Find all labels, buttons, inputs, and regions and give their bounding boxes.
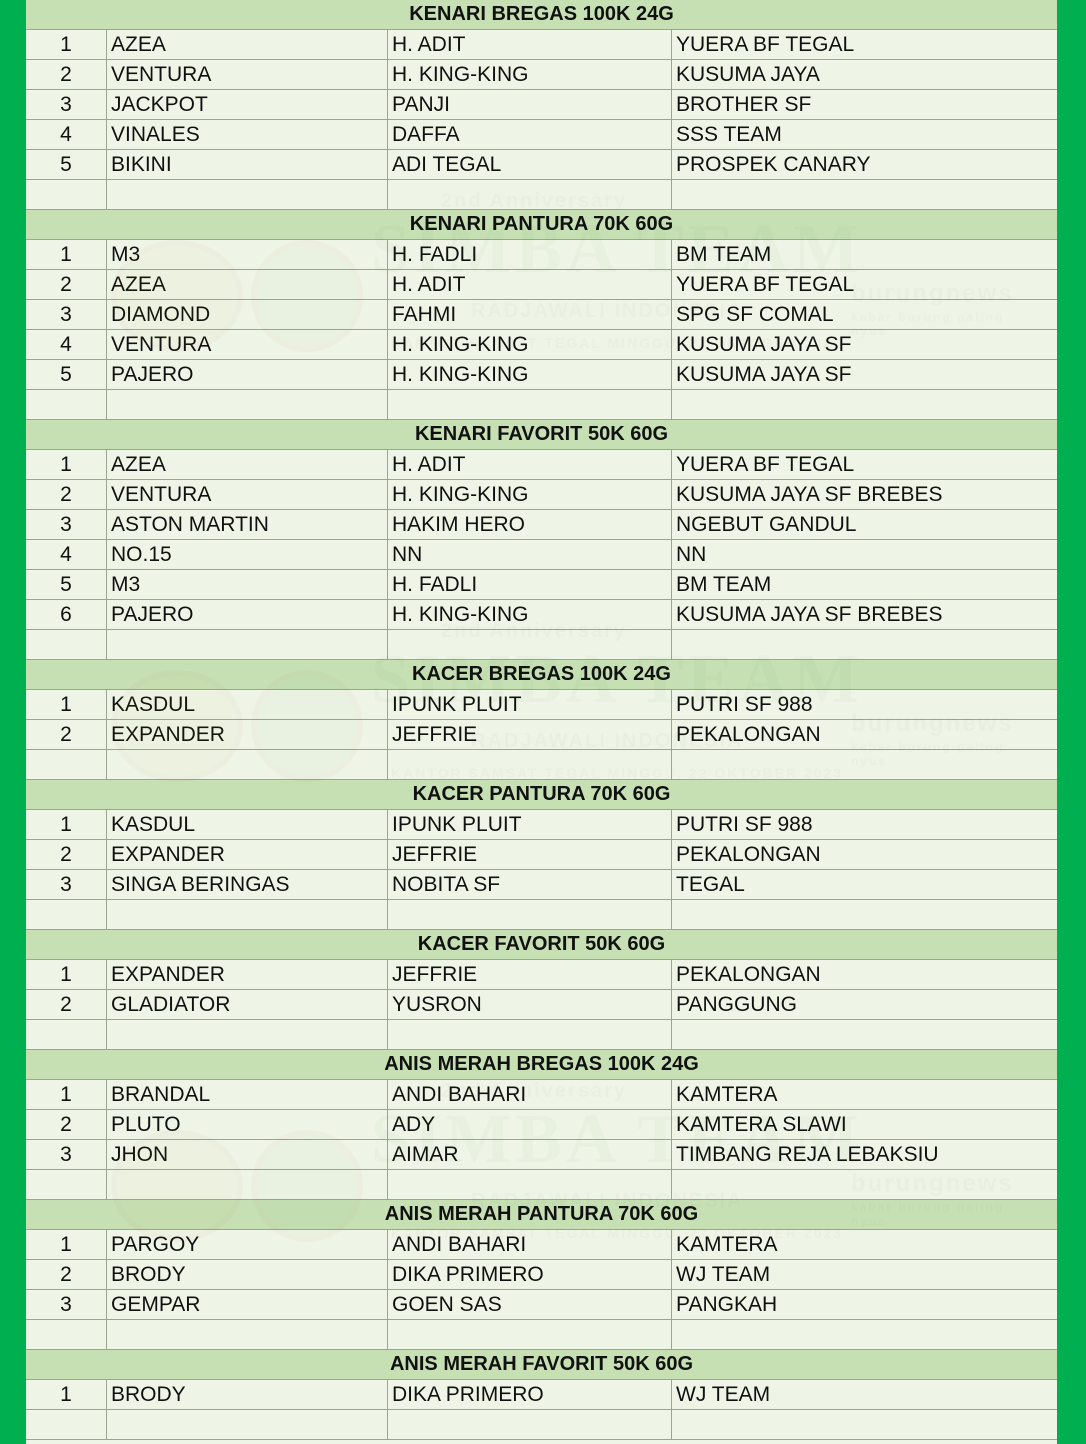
owner-cell: H. KING-KING: [388, 480, 672, 509]
owner-cell: H. FADLI: [388, 570, 672, 599]
owner-cell: H. ADIT: [388, 450, 672, 479]
rank-cell: 3: [26, 510, 107, 539]
table-row: [26, 360, 1057, 390]
owner-cell: PANJI: [388, 90, 672, 119]
team-cell: YUERA BF TEGAL: [676, 452, 855, 476]
bird-name-cell: M3: [107, 240, 388, 269]
owner-cell: ADI TEGAL: [388, 150, 672, 179]
team-cell: [672, 180, 1057, 209]
bird-name-cell: KASDUL: [107, 690, 388, 719]
table-row: [26, 990, 1057, 1020]
team-cell: WJ TEAM: [676, 1262, 771, 1286]
owner-cell: DAFFA: [388, 120, 672, 149]
team-cell: PEKALONGAN: [676, 722, 821, 746]
table-row: [26, 300, 1057, 330]
bird-name-cell: [107, 630, 388, 659]
rank-cell: 2: [26, 1110, 107, 1139]
bird-name-cell: JHON: [107, 1140, 388, 1169]
owner-cell: NN: [388, 540, 672, 569]
owner-cell: HAKIM HERO: [388, 510, 672, 539]
table-row: [26, 450, 1057, 480]
bird-name-cell: PAJERO: [107, 360, 388, 389]
bird-name-cell: BIKINI: [107, 150, 388, 179]
team-cell: [672, 390, 1057, 419]
rank-cell: 3: [26, 1290, 107, 1319]
section-title: KACER BREGAS 100K 24G: [26, 660, 1057, 690]
bird-name-cell: ASTON MARTIN: [107, 510, 388, 539]
team-cell: [672, 1020, 1057, 1049]
team-cell: BROTHER SF: [676, 92, 812, 116]
bird-name-cell: BRANDAL: [107, 1080, 388, 1109]
rank-cell: 1: [26, 960, 107, 989]
rank-cell: 2: [26, 480, 107, 509]
bird-name-cell: VENTURA: [107, 480, 388, 509]
team-cell: PEKALONGAN: [676, 962, 821, 986]
table-row: [26, 1170, 1057, 1200]
bird-name-cell: EXPANDER: [107, 720, 388, 749]
rank-cell: [26, 390, 107, 419]
table-row: [26, 870, 1057, 900]
table-row: [26, 1080, 1057, 1110]
rank-cell: 3: [26, 300, 107, 329]
table-row: [26, 720, 1057, 750]
owner-cell: H. ADIT: [388, 30, 672, 59]
table-row: [26, 1020, 1057, 1050]
rank-cell: 2: [26, 720, 107, 749]
section-title: KENARI BREGAS 100K 24G: [26, 0, 1057, 30]
team-cell: YUERA BF TEGAL: [676, 272, 855, 296]
table-row: [26, 30, 1057, 60]
bird-name-cell: GLADIATOR: [107, 990, 388, 1019]
table-row: [26, 120, 1057, 150]
table-row: [26, 960, 1057, 990]
team-cell: TIMBANG REJA LEBAKSIU: [676, 1142, 939, 1166]
rank-cell: 1: [26, 450, 107, 479]
owner-cell: GOEN SAS: [388, 1290, 672, 1319]
bird-name-cell: EXPANDER: [107, 840, 388, 869]
team-cell: KAMTERA SLAWI: [676, 1112, 847, 1136]
bird-name-cell: SINGA BERINGAS: [107, 870, 388, 899]
owner-cell: [388, 390, 672, 419]
owner-cell: [388, 900, 672, 929]
owner-cell: JEFFRIE: [388, 960, 672, 989]
table-row: [26, 570, 1057, 600]
section-title: ANIS MERAH BREGAS 100K 24G: [26, 1050, 1057, 1080]
rank-cell: 5: [26, 150, 107, 179]
rank-cell: [26, 180, 107, 209]
table-row: [26, 840, 1057, 870]
rank-cell: 1: [26, 240, 107, 269]
rank-cell: 5: [26, 360, 107, 389]
team-cell: KAMTERA: [676, 1082, 778, 1106]
bird-name-cell: PARGOY: [107, 1230, 388, 1259]
team-cell: KAMTERA: [676, 1232, 778, 1256]
results-sheet: [26, 0, 1057, 1444]
rank-cell: [26, 1410, 107, 1439]
team-cell: PANGGUNG: [676, 992, 797, 1016]
rank-cell: 2: [26, 270, 107, 299]
owner-cell: [388, 1410, 672, 1439]
team-cell: PEKALONGAN: [676, 842, 821, 866]
team-cell: PUTRI SF 988: [676, 812, 813, 836]
owner-cell: DIKA PRIMERO: [388, 1380, 672, 1409]
team-cell: [672, 630, 1057, 659]
table-row: [26, 270, 1057, 300]
team-cell: NGEBUT GANDUL: [676, 512, 857, 536]
owner-cell: AIMAR: [388, 1140, 672, 1169]
rank-cell: 1: [26, 690, 107, 719]
team-cell: [672, 1320, 1057, 1349]
rank-cell: 4: [26, 120, 107, 149]
team-cell: [672, 1410, 1057, 1439]
bird-name-cell: VENTURA: [107, 60, 388, 89]
owner-cell: JEFFRIE: [388, 720, 672, 749]
table-row: [26, 330, 1057, 360]
team-cell: PANGKAH: [676, 1292, 778, 1316]
bird-name-cell: EXPANDER: [107, 960, 388, 989]
table-row: [26, 60, 1057, 90]
rank-cell: [26, 630, 107, 659]
rank-cell: [26, 1020, 107, 1049]
rank-cell: 2: [26, 1260, 107, 1289]
team-cell: KUSUMA JAYA SF: [676, 332, 852, 356]
owner-cell: H. KING-KING: [388, 600, 672, 629]
rank-cell: [26, 750, 107, 779]
rank-cell: [26, 900, 107, 929]
bird-name-cell: [107, 1320, 388, 1349]
owner-cell: [388, 1320, 672, 1349]
owner-cell: ADY: [388, 1110, 672, 1139]
bird-name-cell: VINALES: [107, 120, 388, 149]
team-cell: [672, 750, 1057, 779]
section-title: ANIS MERAH FAVORIT 50K 60G: [26, 1350, 1057, 1380]
section-title: KENARI FAVORIT 50K 60G: [26, 420, 1057, 450]
rank-cell: 2: [26, 60, 107, 89]
team-cell: SSS TEAM: [676, 122, 782, 146]
owner-cell: ANDI BAHARI: [388, 1080, 672, 1109]
table-row: [26, 510, 1057, 540]
owner-cell: [388, 1170, 672, 1199]
team-cell: KUSUMA JAYA: [676, 62, 820, 86]
owner-cell: NOBITA SF: [388, 870, 672, 899]
team-cell: BM TEAM: [676, 242, 772, 266]
table-row: [26, 810, 1057, 840]
section-title: ANIS MERAH PANTURA 70K 60G: [26, 1200, 1057, 1230]
rank-cell: 2: [26, 840, 107, 869]
rank-cell: 2: [26, 990, 107, 1019]
bird-name-cell: [107, 1170, 388, 1199]
team-cell: PROSPEK CANARY: [676, 152, 871, 176]
bird-name-cell: BRODY: [107, 1380, 388, 1409]
owner-cell: IPUNK PLUIT: [388, 690, 672, 719]
rank-cell: 1: [26, 1080, 107, 1109]
owner-cell: FAHMI: [388, 300, 672, 329]
rank-cell: 1: [26, 30, 107, 59]
table-row: [26, 1290, 1057, 1320]
rank-cell: [26, 1320, 107, 1349]
table-row: [26, 540, 1057, 570]
team-cell: KUSUMA JAYA SF BREBES: [676, 602, 943, 626]
owner-cell: H. FADLI: [388, 240, 672, 269]
rank-cell: 4: [26, 540, 107, 569]
team-cell: SPG SF COMAL: [676, 302, 834, 326]
team-cell: YUERA BF TEGAL: [676, 32, 855, 56]
rank-cell: 1: [26, 1380, 107, 1409]
section-title: KACER FAVORIT 50K 60G: [26, 930, 1057, 960]
owner-cell: DIKA PRIMERO: [388, 1260, 672, 1289]
rank-cell: [26, 1170, 107, 1199]
owner-cell: H. ADIT: [388, 270, 672, 299]
results-table: [26, 0, 1057, 1440]
table-row: [26, 180, 1057, 210]
table-row: [26, 1410, 1057, 1440]
team-cell: [672, 1170, 1057, 1199]
table-row: [26, 150, 1057, 180]
rank-cell: 1: [26, 810, 107, 839]
team-cell: NN: [676, 542, 707, 566]
team-cell: BM TEAM: [676, 572, 772, 596]
table-row: [26, 750, 1057, 780]
bird-name-cell: JACKPOT: [107, 90, 388, 119]
table-row: [26, 1380, 1057, 1410]
owner-cell: H. KING-KING: [388, 360, 672, 389]
table-row: [26, 390, 1057, 420]
owner-cell: [388, 1020, 672, 1049]
bird-name-cell: [107, 180, 388, 209]
team-cell: [672, 900, 1057, 929]
table-row: [26, 600, 1057, 630]
owner-cell: IPUNK PLUIT: [388, 810, 672, 839]
team-cell: PUTRI SF 988: [676, 692, 813, 716]
rank-cell: 1: [26, 1230, 107, 1259]
table-row: [26, 480, 1057, 510]
team-cell: KUSUMA JAYA SF BREBES: [676, 482, 943, 506]
table-row: [26, 1140, 1057, 1170]
table-row: [26, 240, 1057, 270]
bird-name-cell: PAJERO: [107, 600, 388, 629]
bird-name-cell: [107, 1020, 388, 1049]
table-row: [26, 1320, 1057, 1350]
owner-cell: H. KING-KING: [388, 330, 672, 359]
bird-name-cell: NO.15: [107, 540, 388, 569]
bird-name-cell: AZEA: [107, 270, 388, 299]
owner-cell: YUSRON: [388, 990, 672, 1019]
owner-cell: [388, 630, 672, 659]
bird-name-cell: GEMPAR: [107, 1290, 388, 1319]
rank-cell: 5: [26, 570, 107, 599]
table-row: [26, 900, 1057, 930]
team-cell: TEGAL: [676, 872, 745, 896]
bird-name-cell: [107, 1410, 388, 1439]
team-cell: KUSUMA JAYA SF: [676, 362, 852, 386]
bird-name-cell: M3: [107, 570, 388, 599]
rank-cell: 3: [26, 870, 107, 899]
rank-cell: 4: [26, 330, 107, 359]
section-title: KENARI PANTURA 70K 60G: [26, 210, 1057, 240]
owner-cell: ANDI BAHARI: [388, 1230, 672, 1259]
table-row: [26, 90, 1057, 120]
bird-name-cell: BRODY: [107, 1260, 388, 1289]
rank-cell: 6: [26, 600, 107, 629]
table-row: [26, 1110, 1057, 1140]
owner-cell: [388, 180, 672, 209]
bird-name-cell: AZEA: [107, 450, 388, 479]
bird-name-cell: VENTURA: [107, 330, 388, 359]
bird-name-cell: DIAMOND: [107, 300, 388, 329]
table-row: [26, 1230, 1057, 1260]
bird-name-cell: [107, 750, 388, 779]
owner-cell: JEFFRIE: [388, 840, 672, 869]
bird-name-cell: [107, 390, 388, 419]
section-title: KACER PANTURA 70K 60G: [26, 780, 1057, 810]
team-cell: WJ TEAM: [676, 1382, 771, 1406]
table-row: [26, 690, 1057, 720]
table-row: [26, 630, 1057, 660]
rank-cell: 3: [26, 1140, 107, 1169]
table-row: [26, 1260, 1057, 1290]
owner-cell: H. KING-KING: [388, 60, 672, 89]
rank-cell: 3: [26, 90, 107, 119]
bird-name-cell: AZEA: [107, 30, 388, 59]
owner-cell: [388, 750, 672, 779]
bird-name-cell: [107, 900, 388, 929]
bird-name-cell: KASDUL: [107, 810, 388, 839]
bird-name-cell: PLUTO: [107, 1110, 388, 1139]
